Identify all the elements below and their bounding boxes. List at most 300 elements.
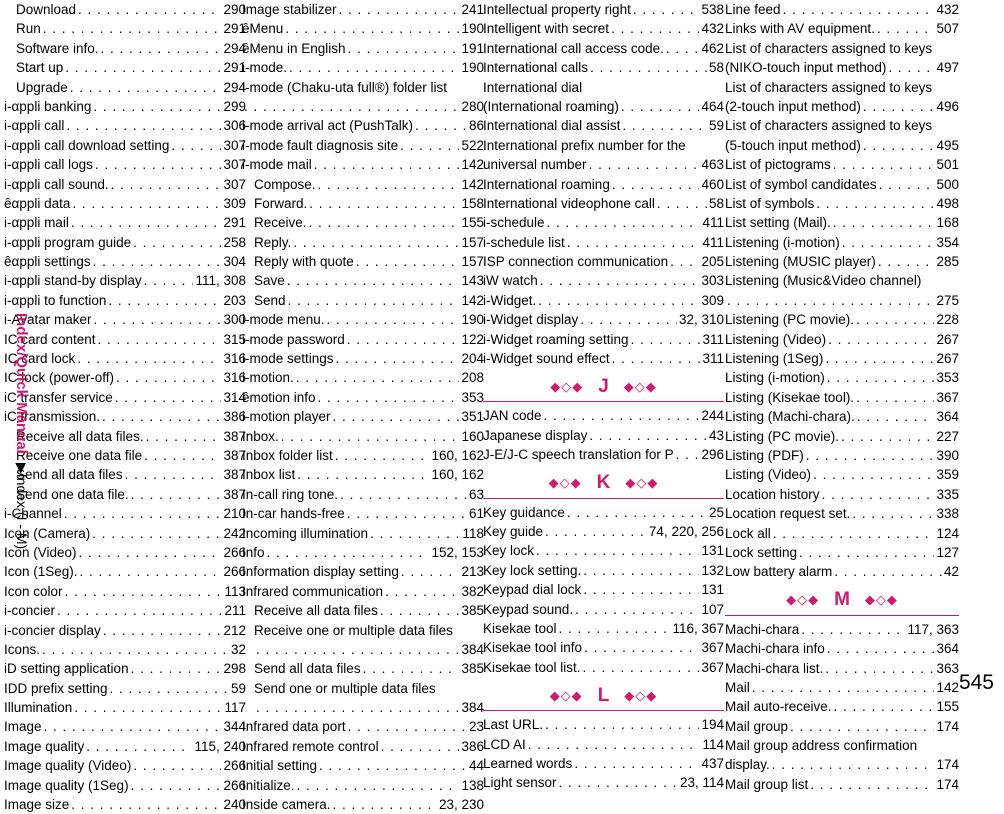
entry-label: (2-touch input method): [725, 98, 861, 114]
index-entry: [483, 735, 724, 754]
entry-label: Location history: [725, 486, 820, 502]
entry-label: Icon (Video): [4, 544, 77, 560]
entry-page[interactable]: 124: [936, 525, 959, 541]
entry-page[interactable]: 114: [702, 736, 724, 752]
entry-page[interactable]: 142: [936, 679, 959, 695]
entry-page[interactable]: 316: [223, 351, 246, 367]
index-entry: [725, 620, 959, 639]
entry-label: Reply with quote: [254, 254, 354, 270]
index-entry: [4, 155, 246, 174]
entry-page[interactable]: 387: [223, 486, 246, 502]
entry-page[interactable]: 61: [468, 506, 484, 522]
entry-page[interactable]: 174: [936, 757, 959, 773]
entry-page[interactable]: 386: [223, 409, 246, 425]
entry-label: Keypad dial lock: [483, 582, 582, 598]
entry-label: Key lock: [483, 543, 535, 559]
entry-page[interactable]: 131: [701, 543, 724, 559]
entry-page[interactable]: 309: [223, 195, 246, 211]
entry-label: Location request set.: [725, 506, 851, 522]
index-entry: [725, 659, 959, 678]
entry-label: (NIKO-touch input method): [725, 60, 887, 76]
entry-page[interactable]: 23: [468, 719, 484, 735]
entry-page[interactable]: 460: [701, 176, 724, 192]
index-entry: [242, 310, 484, 329]
entry-page[interactable]: 227: [936, 428, 959, 444]
entry-page[interactable]: 25: [708, 504, 724, 520]
entry-page[interactable]: 299: [223, 98, 246, 114]
entry-page[interactable]: 307: [223, 137, 246, 153]
entry-label: Japanese display: [483, 427, 588, 443]
leader-dots: [547, 213, 701, 232]
entry-label: Icon (1Seg).: [4, 564, 78, 580]
entry-page[interactable]: 142: [461, 176, 484, 192]
entry-label: Listening (PC movie).: [725, 312, 855, 328]
index-entry: [4, 465, 246, 484]
entry-page[interactable]: 306: [223, 118, 246, 134]
entry-page[interactable]: 160, 162: [431, 447, 484, 463]
entry-page[interactable]: 344: [223, 719, 246, 735]
entry-label: Listening (Video): [725, 331, 827, 347]
leader-dots: [363, 659, 460, 678]
entry-label: Receive all data files.: [16, 428, 144, 444]
index-entry: [4, 213, 246, 232]
entry-label: Keypad sound.: [483, 601, 574, 617]
entry-page[interactable]: 138: [461, 777, 484, 793]
entry-page[interactable]: 32, 310: [678, 312, 724, 328]
entry-page[interactable]: 208: [461, 370, 484, 386]
index-entry: [4, 659, 246, 678]
entry-page[interactable]: 507: [936, 21, 959, 37]
section-title: Index/Quick Manual: [13, 313, 30, 454]
leader-dots: [545, 522, 647, 541]
index-entry: [483, 271, 724, 290]
entry-label: i-motion.: [242, 370, 294, 386]
entry-label: iC transfer service: [4, 389, 113, 405]
leader-dots: [621, 97, 700, 116]
entry-page[interactable]: 131: [701, 582, 724, 598]
heading-letter: M: [834, 589, 850, 611]
entry-page[interactable]: 113: [224, 583, 246, 599]
entry-page[interactable]: 314: [223, 389, 246, 405]
entry-page[interactable]: 311: [702, 331, 724, 347]
entry-page[interactable]: 59: [708, 118, 724, 134]
leader-dots: [314, 155, 460, 174]
leader-dots: [415, 116, 467, 135]
section-heading-l: [483, 680, 724, 711]
entry-page[interactable]: 23, 230: [438, 797, 484, 813]
leader-dots: [611, 19, 699, 38]
entry-page[interactable]: 298: [223, 661, 246, 677]
entry-page[interactable]: 390: [936, 447, 959, 463]
entry-label: Kisekae tool list.: [483, 659, 581, 675]
leader-dots: [43, 19, 222, 38]
index-entry: [725, 697, 959, 716]
entry-page[interactable]: 316: [223, 370, 246, 386]
leader-dots: [101, 39, 222, 58]
entry-page[interactable]: 266: [223, 777, 246, 793]
entry-page[interactable]: 118: [462, 525, 484, 541]
entry-page[interactable]: 386: [461, 738, 484, 754]
leader-dots: [852, 504, 934, 523]
leader-dots: [666, 39, 700, 58]
leader-dots: [856, 388, 934, 407]
index-entry: [242, 407, 484, 426]
leader-dots: [356, 252, 460, 271]
entry-label: Listing (Video): [725, 467, 812, 483]
entry-page[interactable]: 211: [224, 603, 246, 619]
entry-page[interactable]: 32: [230, 641, 246, 657]
entry-page[interactable]: 132: [701, 562, 724, 578]
entry-label: International prefix number for the: [483, 137, 686, 153]
entry-page[interactable]: 364: [936, 409, 959, 425]
entry-page[interactable]: 174: [936, 776, 959, 792]
index-entry: [725, 330, 959, 349]
entry-page[interactable]: 291: [223, 60, 246, 76]
entry-page[interactable]: 155: [936, 699, 959, 715]
entry-page[interactable]: 117, 363: [907, 621, 959, 637]
index-entry: [242, 717, 484, 736]
entry-page[interactable]: 498: [936, 195, 959, 211]
entry-label: ȇMenu: [242, 21, 284, 37]
entry-page[interactable]: 387: [223, 467, 246, 483]
entry-page[interactable]: 437: [701, 755, 724, 771]
leader-dots: [612, 349, 701, 368]
leader-dots: [293, 233, 459, 252]
entry-label: In-call ring tone.: [242, 486, 339, 502]
entry-label: (5-touch input method): [725, 137, 861, 153]
entry-page[interactable]: 496: [936, 98, 959, 114]
leader-dots: [336, 349, 460, 368]
entry-page[interactable]: 411: [702, 234, 724, 250]
entry-page[interactable]: 367: [701, 640, 724, 656]
index-entry: [725, 504, 959, 523]
entry-page[interactable]: 296: [701, 447, 724, 463]
entry-page[interactable]: 307: [223, 176, 246, 192]
entry-page[interactable]: 168: [936, 215, 959, 231]
entry-page[interactable]: 522: [461, 137, 484, 153]
entry-page[interactable]: 228: [936, 312, 959, 328]
leader-dots: [348, 39, 460, 58]
entry-page[interactable]: 353: [936, 370, 959, 386]
leader-dots: [400, 136, 459, 155]
leader-dots: [333, 795, 437, 814]
entry-page[interactable]: 191: [461, 40, 484, 56]
entry-page[interactable]: 354: [936, 234, 959, 250]
entry-page[interactable]: 157: [461, 234, 484, 250]
entry-page[interactable]: 213: [461, 564, 484, 580]
entry-page[interactable]: 204: [461, 351, 484, 367]
entry-label: Forward.: [254, 195, 308, 211]
entry-page[interactable]: 367: [701, 659, 724, 675]
entry-page[interactable]: 500: [936, 176, 959, 192]
leader-dots: [879, 175, 935, 194]
leader-dots: [816, 194, 934, 213]
entry-page[interactable]: 364: [936, 641, 959, 657]
entry-page[interactable]: 74, 220, 256: [648, 523, 724, 539]
leader-dots: [64, 504, 222, 523]
entry-page[interactable]: 463: [701, 157, 724, 173]
entry-page[interactable]: 160, 162: [431, 467, 484, 483]
leader-dots: [288, 291, 460, 310]
entry-label: Info: [242, 544, 265, 560]
entry-label: Machi-chara: [725, 621, 800, 637]
index-entry: [483, 0, 724, 19]
leader-dots: [888, 58, 934, 77]
leader-dots: [92, 524, 221, 543]
entry-page[interactable]: 497: [936, 60, 959, 76]
entry-page[interactable]: 194: [701, 717, 724, 733]
entry-label: Image: [4, 719, 42, 735]
leader-dots: [108, 291, 221, 310]
entry-page[interactable]: 212: [223, 622, 246, 638]
entry-page[interactable]: 351: [461, 409, 484, 425]
entry-page[interactable]: 158: [461, 195, 484, 211]
entry-page[interactable]: 290: [223, 2, 246, 17]
leader-dots: [584, 638, 699, 657]
entry-page[interactable]: 311: [702, 351, 724, 367]
entry-label: i-αppli stand-by display: [4, 273, 142, 289]
entry-page[interactable]: 116, 367: [672, 620, 724, 636]
entry-page[interactable]: 42: [943, 564, 959, 580]
entry-page[interactable]: 241: [461, 2, 484, 17]
entry-label: Mail group address confirmation: [725, 738, 918, 754]
index-entry: [242, 562, 484, 581]
entry-page[interactable]: 63: [468, 486, 484, 502]
entry-label: Kisekae tool info: [483, 640, 583, 656]
index-entry: [725, 116, 959, 135]
entry-page[interactable]: 142: [461, 292, 484, 308]
entry-label: Send one data file.: [16, 486, 129, 502]
index-entry: [4, 756, 246, 775]
entry-page[interactable]: 115, 240: [194, 738, 246, 754]
entry-page[interactable]: 384: [461, 641, 484, 657]
entry-label: Machi-chara info: [725, 641, 825, 657]
index-entry: [725, 562, 959, 581]
entry-label: Infrared data port: [242, 719, 346, 735]
entry-page[interactable]: 266: [223, 544, 246, 560]
section-heading-j: [483, 371, 724, 402]
heading-letter: K: [596, 472, 611, 494]
index-entry: [725, 717, 959, 736]
entry-label: List of characters assigned to keys: [725, 40, 933, 56]
entry-page[interactable]: 353: [461, 389, 484, 405]
entry-page[interactable]: 44: [468, 758, 484, 774]
entry-label: i-αppli program guide: [4, 234, 132, 250]
entry-page[interactable]: 291: [223, 215, 246, 231]
index-entry: [242, 756, 484, 775]
entry-page[interactable]: 385: [461, 603, 484, 619]
entry-page[interactable]: 309: [701, 292, 724, 308]
subsection-label: ▶Index (I - M): [14, 463, 30, 550]
entry-label: Icon color: [4, 583, 63, 599]
entry-page[interactable]: 43: [708, 427, 724, 443]
entry-page[interactable]: 86: [468, 118, 484, 134]
entry-page[interactable]: 538: [701, 2, 724, 17]
entry-page[interactable]: 382: [461, 583, 484, 599]
entry-page[interactable]: 501: [936, 157, 959, 173]
entry-label: Low battery alarm: [725, 564, 833, 580]
entry-page[interactable]: 58: [708, 60, 724, 76]
entry-page[interactable]: 174: [936, 718, 959, 734]
entry-label: Inbox.: [242, 428, 279, 444]
entry-page[interactable]: 117: [224, 700, 246, 716]
index-entry: [4, 562, 246, 581]
index-entry: [483, 715, 724, 734]
entry-page[interactable]: 387: [223, 447, 246, 463]
entry-page[interactable]: 462: [701, 40, 724, 56]
entry-label: International dial assist: [483, 118, 621, 134]
leader-dots: [93, 97, 221, 116]
leader-dots: [297, 465, 429, 484]
entry-page[interactable]: 294: [223, 40, 246, 56]
index-entry: [483, 310, 724, 329]
leader-dots: [146, 427, 222, 446]
entry-page[interactable]: 359: [936, 467, 959, 483]
section-heading-m: [725, 585, 959, 616]
entry-page[interactable]: 244: [701, 408, 724, 424]
diamond-ornament-icon: ◆◇◆: [623, 378, 657, 394]
leader-dots: [528, 735, 701, 754]
entry-page[interactable]: 142: [461, 157, 484, 173]
leader-dots: [72, 194, 221, 213]
entry-page[interactable]: 23, 114: [679, 775, 724, 791]
entry-page[interactable]: 495: [936, 137, 959, 153]
index-entry: [483, 619, 724, 638]
entry-page[interactable]: 384: [461, 700, 484, 716]
entry-label: International calls: [483, 60, 589, 76]
entry-page[interactable]: 307: [223, 157, 246, 173]
entry-page[interactable]: 190: [461, 21, 484, 37]
entry-page[interactable]: 335: [936, 486, 959, 502]
leader-dots: [833, 155, 935, 174]
leader-dots: [116, 368, 221, 387]
index-entry: [242, 39, 484, 58]
leader-dots: [834, 562, 942, 581]
entry-page[interactable]: 280: [461, 98, 484, 114]
entry-page[interactable]: 303: [701, 273, 724, 289]
entry-page[interactable]: 367: [936, 389, 959, 405]
entry-page[interactable]: 432: [936, 2, 959, 17]
leader-dots: [813, 465, 934, 484]
entry-label: ISP connection communication: [483, 254, 669, 270]
entry-page[interactable]: 363: [936, 660, 959, 676]
entry-page[interactable]: 152, 153: [431, 544, 484, 560]
entry-page[interactable]: 240: [223, 797, 246, 813]
leader-dots: [102, 407, 221, 426]
entry-label: Illumination: [4, 700, 73, 716]
entry-label: Listing (i-motion): [725, 370, 825, 386]
entry-page[interactable]: 190: [461, 312, 484, 328]
leader-dots: [567, 233, 701, 252]
entry-page[interactable]: 190: [461, 60, 484, 76]
entry-label: i-αppli to function: [4, 292, 107, 308]
entry-label: Download: [16, 2, 77, 17]
leader-dots: [559, 773, 678, 792]
entry-page[interactable]: 304: [223, 254, 246, 270]
entry-page[interactable]: 275: [936, 292, 959, 308]
entry-label: ȇαppli data: [4, 195, 71, 211]
entry-page[interactable]: 160: [461, 428, 484, 444]
entry-page[interactable]: 387: [223, 428, 246, 444]
index-entry: [725, 368, 959, 387]
entry-page[interactable]: 385: [461, 661, 484, 677]
entry-page[interactable]: 205: [701, 254, 724, 270]
entry-page[interactable]: 267: [936, 351, 959, 367]
entry-page[interactable]: 285: [936, 254, 959, 270]
index-entry: [725, 136, 959, 155]
entry-label: List of symbol candidates: [725, 176, 877, 192]
leader-dots: [825, 659, 934, 678]
leader-dots: [44, 717, 222, 736]
entry-page[interactable]: 300: [223, 312, 246, 328]
entry-page[interactable]: 143: [461, 273, 484, 289]
index-entry: [483, 406, 724, 425]
leader-dots: [327, 310, 460, 329]
leader-dots: [66, 116, 221, 135]
diamond-ornament-icon: ◆◇◆: [624, 687, 658, 703]
entry-page[interactable]: 258: [223, 234, 246, 250]
entry-page[interactable]: 203: [223, 292, 246, 308]
entry-page[interactable]: 411: [702, 215, 724, 231]
index-entry: [725, 213, 959, 232]
entry-label: Image size: [4, 797, 70, 813]
entry-page[interactable]: 122: [461, 331, 484, 347]
entry-page[interactable]: 291: [223, 21, 246, 37]
index-entry: [483, 638, 724, 657]
entry-page[interactable]: 107: [701, 601, 724, 617]
index-entry: [483, 116, 724, 135]
entry-label: Lock setting: [725, 544, 798, 560]
leader-dots: [318, 175, 460, 194]
leader-dots: [670, 252, 699, 271]
entry-page[interactable]: 432: [701, 21, 724, 37]
entry-page[interactable]: 266: [223, 564, 246, 580]
leader-dots: [296, 368, 460, 387]
index-entry: [242, 504, 484, 523]
index-entry: [725, 543, 959, 562]
index-entry: [242, 543, 484, 562]
entry-page[interactable]: 127: [936, 544, 959, 560]
entry-page[interactable]: 267: [936, 331, 959, 347]
leader-dots: [131, 776, 222, 795]
entry-page[interactable]: 294: [223, 79, 246, 95]
entry-page[interactable]: 315: [223, 331, 246, 347]
index-entry: [242, 524, 484, 543]
leader-dots: [256, 640, 459, 659]
entry-page[interactable]: 111, 308: [195, 273, 246, 289]
leader-dots: [589, 155, 700, 174]
entry-page[interactable]: 157: [461, 254, 484, 270]
index-entry: [4, 0, 246, 19]
index-entry: [483, 349, 724, 368]
index-entry: [242, 446, 484, 465]
entry-page[interactable]: 59: [230, 680, 246, 696]
index-entry: [242, 271, 484, 290]
index-entry: [4, 485, 246, 504]
entry-page[interactable]: 155: [461, 215, 484, 231]
entry-page[interactable]: 242: [223, 525, 246, 541]
entry-page[interactable]: 210: [223, 506, 246, 522]
entry-label: i-mode (Chaku-uta full®) folder list: [242, 79, 448, 95]
entry-label: International dial: [483, 79, 583, 95]
index-entry: [483, 155, 724, 174]
entry-page[interactable]: 58: [708, 195, 724, 211]
leader-dots: [536, 541, 699, 560]
entry-label: Lock all: [725, 525, 771, 541]
entry-page[interactable]: 338: [936, 506, 959, 522]
entry-page[interactable]: 464: [701, 98, 724, 114]
entry-page[interactable]: 266: [223, 758, 246, 774]
